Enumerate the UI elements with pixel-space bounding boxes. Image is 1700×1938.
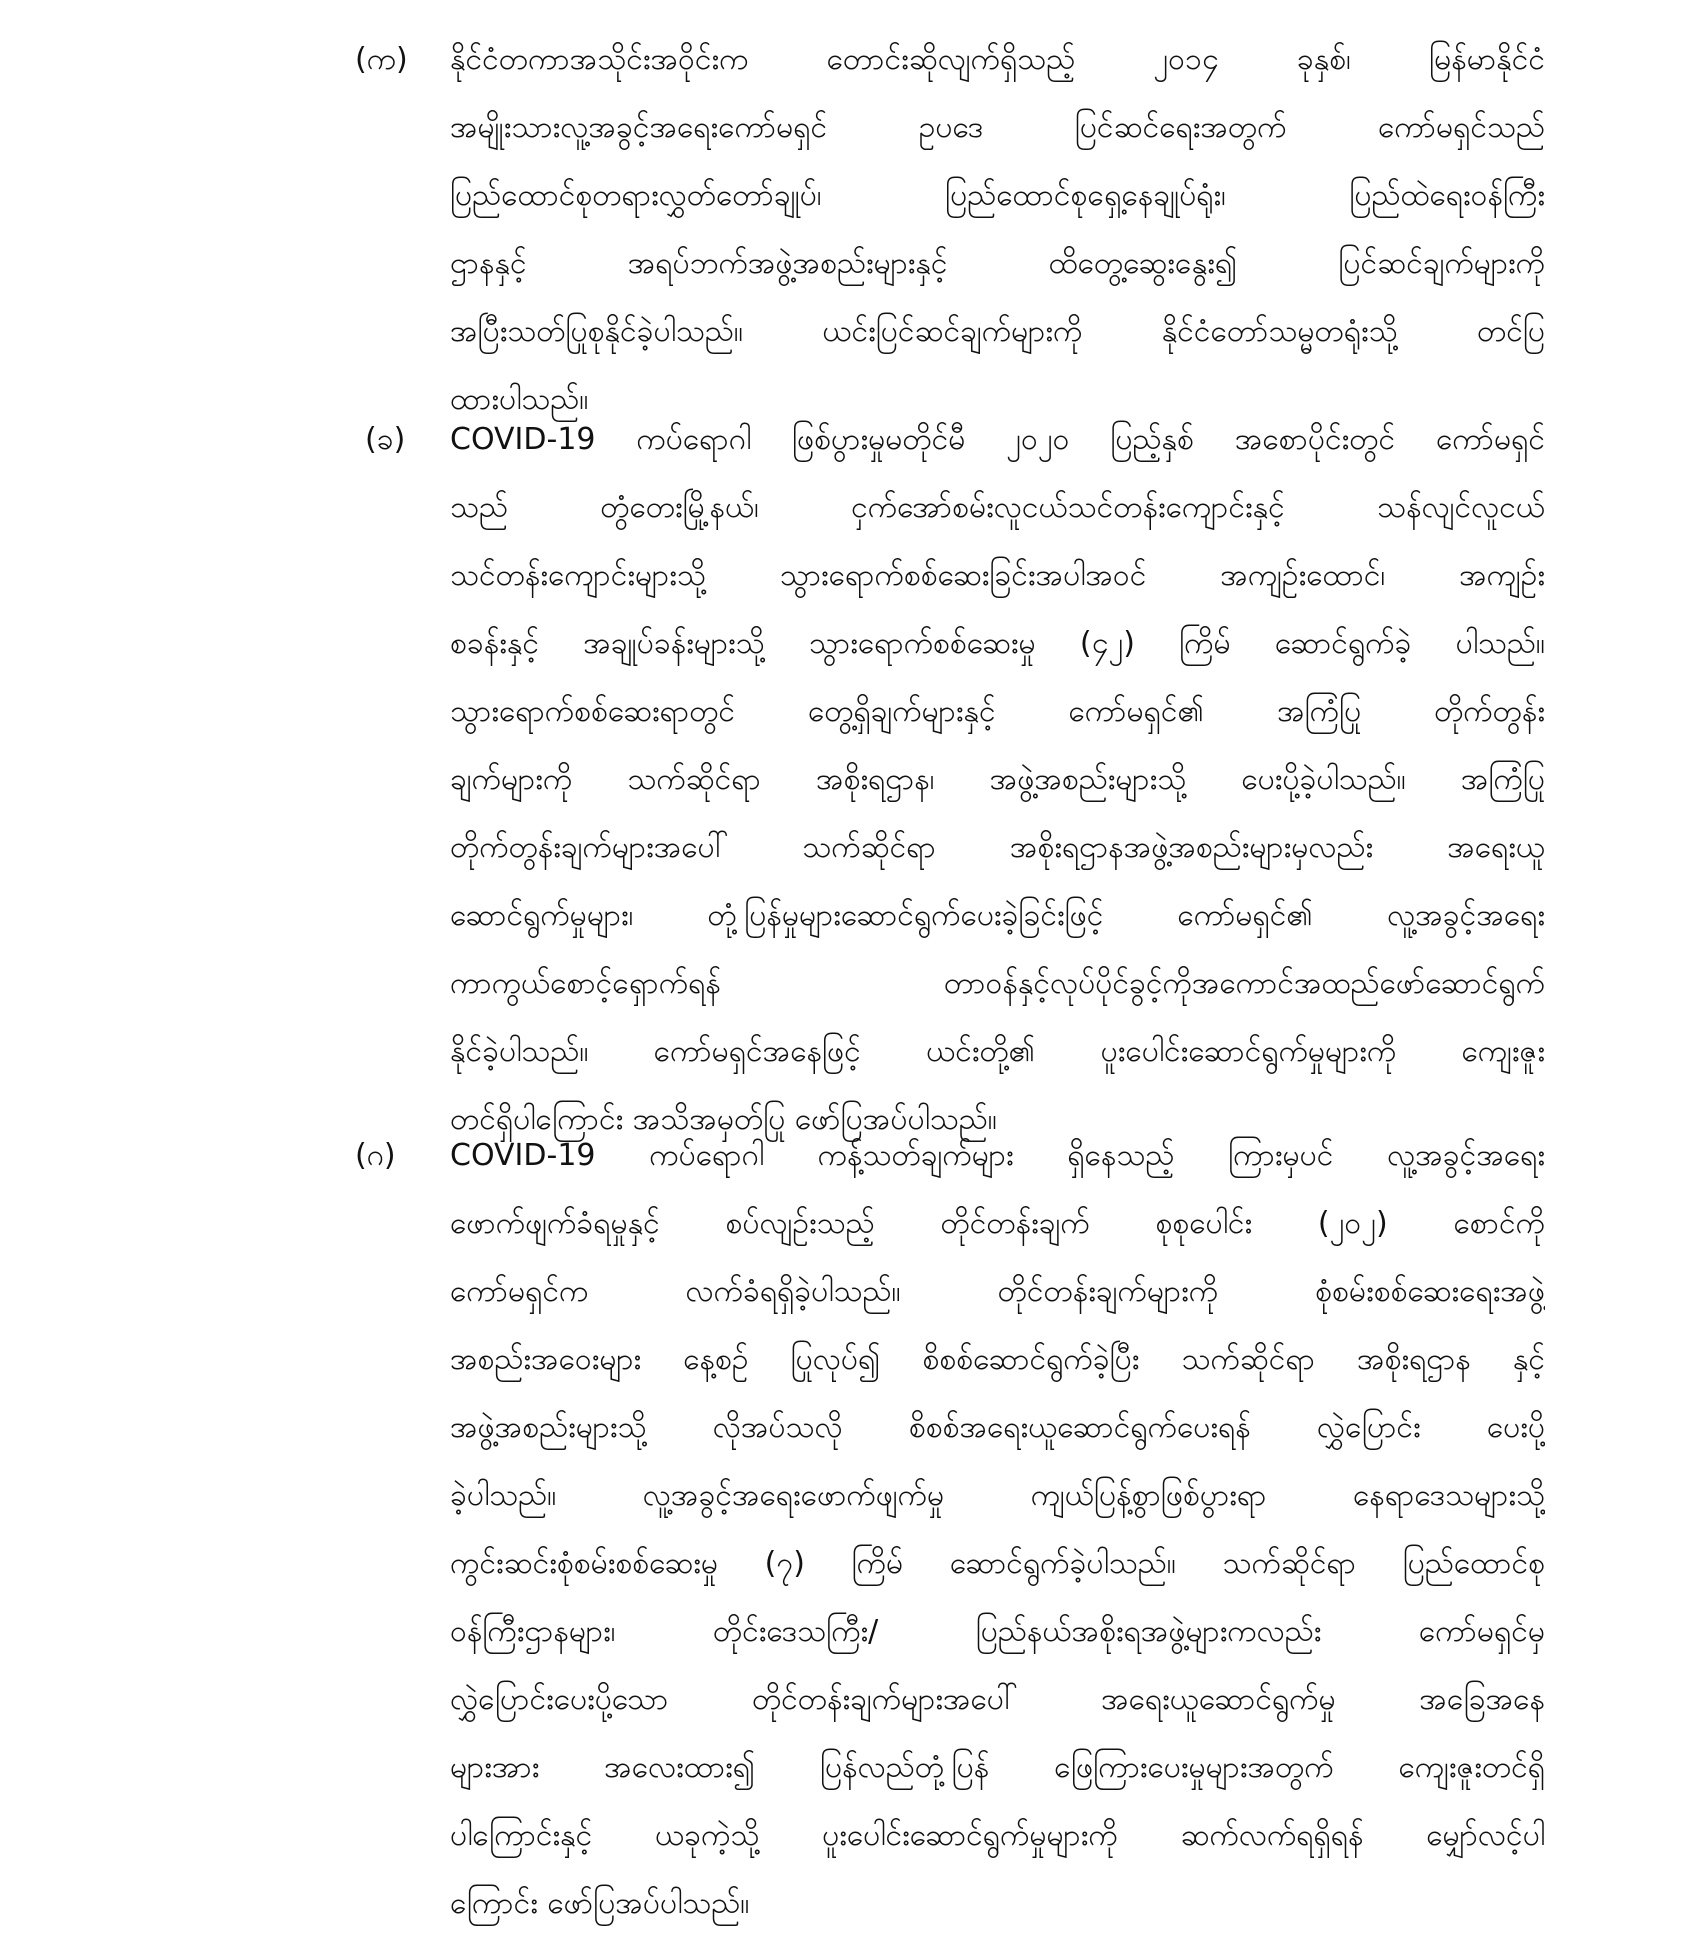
- paragraph-body: [450, 26, 1545, 434]
- text-line: ကော်မရှင်က လက်ခံရရှိခဲ့ပါသည်။ တိုင်တန်းချက်များကို စုံစမ်းစစ်ဆေးရေးအဖွဲ့: [450, 1274, 1545, 1309]
- text-line: နိုင်ခဲ့ပါသည်။ ကော်မရှင်အနေဖြင့် ယင်းတို့၏ ပူးပေါင်းဆောင်ရွက်မှုများကို ကျေးဇူး: [450, 1034, 1545, 1069]
- text-line: ခဲ့ပါသည်။ လူ့အခွင့်အရေးဖောက်ဖျက်မှု ကျယ်ပြန့်စွာဖြစ်ပွားရာ နေရာဒေသများသို့: [450, 1478, 1545, 1513]
- text-line: ဆောင်ရွက်မှုများ၊ တုံ့ပြန်မှုများဆောင်ရွက်ပေးခဲ့ခြင်းဖြင့် ကော်မရှင်၏ လူ့အခွင့်အရေး: [450, 898, 1545, 933]
- paragraph-marker: (က): [355, 42, 408, 77]
- text-line: COVID-19 ကပ်ရောဂါ ကန့်သတ်ချက်များ ရှိနေသည့် ကြားမှပင် လူ့အခွင့်အရေး: [450, 1138, 1545, 1173]
- text-line: နိုင်ငံတကာအသိုင်းအဝိုင်းက တောင်းဆိုလျက်ရှိသည့် ၂၀၁၄ ခုနှစ်၊ မြန်မာနိုင်ငံ: [450, 42, 1545, 77]
- paragraph-marker: (ဂ): [355, 1138, 396, 1173]
- text-line: များအား အလေးထား၍ ပြန်လည်တုံ့ပြန် ဖြေကြားပေးမှုများအတွက် ကျေးဇူးတင်ရှိ: [450, 1750, 1545, 1785]
- text-line: တင်ရှိပါကြောင်း အသိအမှတ်ပြု ဖော်ပြအပ်ပါသည်။: [450, 1102, 997, 1137]
- text-line: လွှဲပြောင်းပေးပို့သော တိုင်တန်းချက်များအပေါ် အရေးယူဆောင်ရွက်မှု အခြေအနေ: [450, 1682, 1545, 1717]
- text-line: သွားရောက်စစ်ဆေးရာတွင် တွေ့ရှိချက်များနှင့် ကော်မရှင်၏ အကြံပြု တိုက်တွန်း: [450, 694, 1545, 729]
- text-line: စခန်းနှင့် အချုပ်ခန်းများသို့ သွားရောက်စစ်ဆေးမှု (၄၂) ကြိမ် ဆောင်ရွက်ခဲ့ ပါသည်။: [450, 626, 1545, 661]
- text-line: ကြောင်း ဖော်ပြအပ်ပါသည်။: [450, 1886, 750, 1921]
- text-line: သည် တွံတေးမြို့နယ်၊ ငှက်အော်စမ်းလူငယ်သင်တန်းကျောင်းနှင့် သန်လျင်လူငယ်: [450, 490, 1545, 525]
- text-line: အမျိုးသားလူ့အခွင့်အရေးကော်မရှင် ဥပဒေ ပြင်ဆင်ရေးအတွက် ကော်မရှင်သည်: [450, 110, 1545, 145]
- text-line: ကာကွယ်စောင့်ရှောက်ရန် တာဝန်နှင့်လုပ်ပိုင်ခွင့်ကိုအကောင်အထည်ဖော်ဆောင်ရွက်: [450, 966, 1545, 1001]
- text-line: ကွင်းဆင်းစုံစမ်းစစ်ဆေးမှု (၇) ကြိမ် ဆောင်ရွက်ခဲ့ပါသည်။ သက်ဆိုင်ရာ ပြည်ထောင်စု: [450, 1546, 1545, 1581]
- text-line: အဖွဲ့အစည်းများသို့ လိုအပ်သလို စိစစ်အရေးယူဆောင်ရွက်ပေးရန် လွှဲပြောင်း ပေးပို့: [450, 1410, 1545, 1445]
- text-line: ချက်များကို သက်ဆိုင်ရာ အစိုးရဌာန၊ အဖွဲ့အစည်းများသို့ ပေးပို့ခဲ့ပါသည်။ အကြံပြု: [450, 762, 1545, 797]
- text-line: ပြည်ထောင်စုတရားလွှတ်တော်ချုပ်၊ ပြည်ထောင်စုရှေ့နေချုပ်ရုံး၊ ပြည်ထဲရေးဝန်ကြီး: [450, 178, 1545, 213]
- text-line: ပါကြောင်းနှင့် ယခုကဲ့သို့ ပူးပေါင်းဆောင်ရွက်မှုများကို ဆက်လက်ရရှိရန် မျှော်လင့်ပါ: [450, 1818, 1545, 1853]
- text-line: ဌာနနှင့် အရပ်ဘက်အဖွဲ့အစည်းများနှင့် ထိတွေ့ဆွေးနွေး၍ ပြင်ဆင်ချက်များကို: [450, 246, 1545, 281]
- paragraph-body: [450, 1122, 1545, 1938]
- text-line: ဖောက်ဖျက်ခံရမှုနှင့် စပ်လျဉ်းသည့် တိုင်တန်းချက် စုစုပေါင်း (၂၀၂) စောင်ကို: [450, 1206, 1545, 1241]
- text-line: COVID-19 ကပ်ရောဂါ ဖြစ်ပွားမှုမတိုင်မီ ၂၀၂၀ ပြည့်နှစ် အစောပိုင်းတွင် ကော်မရှင်: [450, 422, 1545, 457]
- paragraph-marker: (ခ): [365, 422, 406, 457]
- paragraph-body: [450, 406, 1545, 1154]
- text-line: ထားပါသည်။: [450, 382, 589, 417]
- text-line: အပြီးသတ်ပြုစုနိုင်ခဲ့ပါသည်။ ယင်းပြင်ဆင်ချက်များကို နိုင်ငံတော်သမ္မတရုံးသို့ တင်ပြ: [450, 314, 1545, 349]
- text-line: ဝန်ကြီးဌာနများ၊ တိုင်းဒေသကြီး/ ပြည်နယ်အစိုးရအဖွဲ့များကလည်း ကော်မရှင်မှ: [450, 1614, 1545, 1649]
- text-line: တိုက်တွန်းချက်များအပေါ် သက်ဆိုင်ရာ အစိုးရဌာနအဖွဲ့အစည်းများမှလည်း အရေးယူ: [450, 830, 1545, 865]
- text-line: အစည်းအဝေးများ နေ့စဉ် ပြုလုပ်၍ စိစစ်ဆောင်ရွက်ခဲ့ပြီး သက်ဆိုင်ရာ အစိုးရဌာန နှင့်: [450, 1342, 1545, 1377]
- text-line: သင်တန်းကျောင်းများသို့ သွားရောက်စစ်ဆေးခြင်းအပါအဝင် အကျဉ်းထောင်၊ အကျဉ်း: [450, 558, 1545, 593]
